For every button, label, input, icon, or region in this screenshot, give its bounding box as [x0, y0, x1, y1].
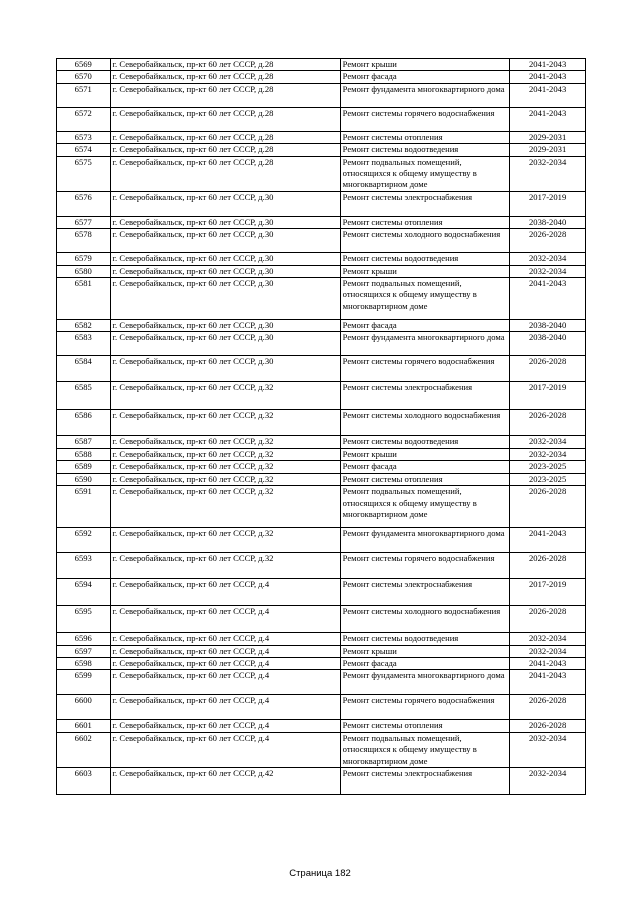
table-row [57, 767, 586, 794]
row-work-type: Ремонт крыши [340, 59, 510, 71]
row-address: г. Северобайкальск, пр-кт 60 лет СССР, д.32 [110, 473, 340, 485]
row-work-type: Ремонт фасада [340, 461, 510, 473]
row-period: 2038-2040 [510, 320, 586, 332]
row-period: 2041-2043 [510, 107, 586, 131]
page-number: Страница 182 [289, 868, 351, 879]
row-period: 2041-2043 [510, 670, 586, 695]
row-number: 6597 [57, 645, 111, 657]
row-work-type: Ремонт фундамента многоквартирного дома [340, 83, 510, 107]
row-address: г. Северобайкальск, пр-кт 60 лет СССР, д.30 [110, 216, 340, 228]
row-period: 2041-2043 [510, 83, 586, 107]
row-address: г. Северобайкальск, пр-кт 60 лет СССР, д.32 [110, 436, 340, 448]
table-body [57, 59, 586, 795]
row-work-type: Ремонт системы холодного водоснабжения [340, 410, 510, 436]
row-period: 2038-2040 [510, 216, 586, 228]
row-number: 6590 [57, 473, 111, 485]
table-row [57, 579, 586, 606]
repair-schedule-table [56, 58, 586, 795]
row-period: 2041-2043 [510, 528, 586, 553]
row-work-type: Ремонт системы водоотведения [340, 436, 510, 448]
row-number: 6573 [57, 131, 111, 143]
table-row [57, 461, 586, 473]
row-number: 6576 [57, 191, 111, 216]
row-address: г. Северобайкальск, пр-кт 60 лет СССР, д.32 [110, 528, 340, 553]
row-period: 2026-2028 [510, 695, 586, 720]
row-work-type: Ремонт крыши [340, 265, 510, 277]
row-work-type: Ремонт системы горячего водоснабжения [340, 107, 510, 131]
table-row [57, 107, 586, 131]
row-number: 6581 [57, 278, 111, 320]
row-number: 6579 [57, 253, 111, 265]
table-row [57, 606, 586, 633]
table-row [57, 410, 586, 436]
row-address: г. Северобайкальск, пр-кт 60 лет СССР, д.4 [110, 657, 340, 669]
row-number: 6598 [57, 657, 111, 669]
table-row [57, 356, 586, 382]
row-address: г. Северобайкальск, пр-кт 60 лет СССР, д.4 [110, 606, 340, 633]
row-period: 2041-2043 [510, 71, 586, 83]
row-address: г. Северобайкальск, пр-кт 60 лет СССР, д.4 [110, 732, 340, 767]
row-work-type: Ремонт системы холодного водоснабжения [340, 229, 510, 253]
table-row [57, 144, 586, 156]
table-row [57, 657, 586, 669]
row-address: г. Северобайкальск, пр-кт 60 лет СССР, д.30 [110, 191, 340, 216]
row-work-type: Ремонт фундамента многоквартирного дома [340, 332, 510, 356]
row-address: г. Северобайкальск, пр-кт 60 лет СССР, д.28 [110, 107, 340, 131]
row-number: 6569 [57, 59, 111, 71]
table-row [57, 528, 586, 553]
table-row [57, 216, 586, 228]
row-work-type: Ремонт системы электроснабжения [340, 191, 510, 216]
row-period: 2026-2028 [510, 356, 586, 382]
row-address: г. Северобайкальск, пр-кт 60 лет СССР, д.32 [110, 461, 340, 473]
row-period: 2026-2028 [510, 410, 586, 436]
table-row [57, 473, 586, 485]
row-address: г. Северобайкальск, пр-кт 60 лет СССР, д.32 [110, 448, 340, 460]
row-work-type: Ремонт системы водоотведения [340, 633, 510, 645]
row-number: 6582 [57, 320, 111, 332]
row-address: г. Северобайкальск, пр-кт 60 лет СССР, д.30 [110, 320, 340, 332]
row-address: г. Северобайкальск, пр-кт 60 лет СССР, д.32 [110, 382, 340, 410]
row-address: г. Северобайкальск, пр-кт 60 лет СССР, д.30 [110, 265, 340, 277]
table-row [57, 156, 586, 191]
row-period: 2032-2034 [510, 645, 586, 657]
row-number: 6594 [57, 579, 111, 606]
row-period: 2023-2025 [510, 461, 586, 473]
row-work-type: Ремонт системы горячего водоснабжения [340, 553, 510, 579]
table-row [57, 553, 586, 579]
row-period: 2032-2034 [510, 436, 586, 448]
row-address: г. Северобайкальск, пр-кт 60 лет СССР, д.30 [110, 332, 340, 356]
row-work-type: Ремонт системы горячего водоснабжения [340, 695, 510, 720]
table-row [57, 191, 586, 216]
row-address: г. Северобайкальск, пр-кт 60 лет СССР, д.30 [110, 278, 340, 320]
table-row [57, 695, 586, 720]
row-address: г. Северобайкальск, пр-кт 60 лет СССР, д.32 [110, 410, 340, 436]
row-address: г. Северобайкальск, пр-кт 60 лет СССР, д.32 [110, 486, 340, 528]
row-address: г. Северобайкальск, пр-кт 60 лет СССР, д.4 [110, 633, 340, 645]
row-number: 6603 [57, 767, 111, 794]
row-period: 2032-2034 [510, 448, 586, 460]
table-row [57, 720, 586, 732]
row-period: 2017-2019 [510, 579, 586, 606]
row-address: г. Северобайкальск, пр-кт 60 лет СССР, д.30 [110, 356, 340, 382]
row-address: г. Северобайкальск, пр-кт 60 лет СССР, д.28 [110, 156, 340, 191]
table-row [57, 131, 586, 143]
table-row [57, 732, 586, 767]
row-period: 2041-2043 [510, 59, 586, 71]
row-work-type: Ремонт подвальных помещений, относящихся к общему имуществу в многоквартирном доме [340, 486, 510, 528]
row-number: 6577 [57, 216, 111, 228]
row-address: г. Северобайкальск, пр-кт 60 лет СССР, д.28 [110, 83, 340, 107]
row-work-type: Ремонт системы электроснабжения [340, 579, 510, 606]
table-row [57, 670, 586, 695]
table-row [57, 59, 586, 71]
row-number: 6596 [57, 633, 111, 645]
row-address: г. Северобайкальск, пр-кт 60 лет СССР, д.28 [110, 59, 340, 71]
row-period: 2029-2031 [510, 144, 586, 156]
row-number: 6600 [57, 695, 111, 720]
row-number: 6584 [57, 356, 111, 382]
row-work-type: Ремонт крыши [340, 645, 510, 657]
row-work-type: Ремонт системы отопления [340, 216, 510, 228]
row-work-type: Ремонт системы электроснабжения [340, 382, 510, 410]
row-number: 6599 [57, 670, 111, 695]
row-number: 6575 [57, 156, 111, 191]
table-row [57, 71, 586, 83]
row-address: г. Северобайкальск, пр-кт 60 лет СССР, д.4 [110, 645, 340, 657]
row-work-type: Ремонт системы отопления [340, 473, 510, 485]
row-work-type: Ремонт системы отопления [340, 131, 510, 143]
row-address: г. Северобайкальск, пр-кт 60 лет СССР, д.30 [110, 253, 340, 265]
row-period: 2041-2043 [510, 278, 586, 320]
row-period: 2032-2034 [510, 633, 586, 645]
table-row [57, 278, 586, 320]
row-period: 2029-2031 [510, 131, 586, 143]
table-row [57, 83, 586, 107]
table-row [57, 229, 586, 253]
row-number: 6595 [57, 606, 111, 633]
row-number: 6585 [57, 382, 111, 410]
row-period: 2026-2028 [510, 553, 586, 579]
table-row [57, 332, 586, 356]
row-number: 6580 [57, 265, 111, 277]
row-period: 2023-2025 [510, 473, 586, 485]
row-work-type: Ремонт системы водоотведения [340, 144, 510, 156]
row-period: 2026-2028 [510, 229, 586, 253]
table-row [57, 265, 586, 277]
row-work-type: Ремонт фундамента многоквартирного дома [340, 670, 510, 695]
row-number: 6571 [57, 83, 111, 107]
row-address: г. Северобайкальск, пр-кт 60 лет СССР, д.28 [110, 131, 340, 143]
row-period: 2032-2034 [510, 156, 586, 191]
row-work-type: Ремонт крыши [340, 448, 510, 460]
table-row [57, 320, 586, 332]
row-number: 6586 [57, 410, 111, 436]
row-address: г. Северобайкальск, пр-кт 60 лет СССР, д.28 [110, 144, 340, 156]
row-number: 6601 [57, 720, 111, 732]
row-work-type: Ремонт системы электроснабжения [340, 767, 510, 794]
row-period: 2032-2034 [510, 265, 586, 277]
table-row [57, 448, 586, 460]
row-work-type: Ремонт фундамента многоквартирного дома [340, 528, 510, 553]
row-number: 6572 [57, 107, 111, 131]
row-number: 6588 [57, 448, 111, 460]
row-work-type: Ремонт системы холодного водоснабжения [340, 606, 510, 633]
row-work-type: Ремонт фасада [340, 657, 510, 669]
row-work-type: Ремонт системы водоотведения [340, 253, 510, 265]
row-period: 2032-2034 [510, 732, 586, 767]
table-row [57, 382, 586, 410]
row-period: 2032-2034 [510, 767, 586, 794]
row-number: 6602 [57, 732, 111, 767]
table-row [57, 436, 586, 448]
table-row [57, 645, 586, 657]
row-address: г. Северобайкальск, пр-кт 60 лет СССР, д.28 [110, 71, 340, 83]
row-work-type: Ремонт системы отопления [340, 720, 510, 732]
row-work-type: Ремонт подвальных помещений, относящихся к общему имуществу в многоквартирном доме [340, 278, 510, 320]
row-address: г. Северобайкальск, пр-кт 60 лет СССР, д.4 [110, 670, 340, 695]
row-work-type: Ремонт системы горячего водоснабжения [340, 356, 510, 382]
row-period: 2026-2028 [510, 486, 586, 528]
row-number: 6574 [57, 144, 111, 156]
row-address: г. Северобайкальск, пр-кт 60 лет СССР, д.30 [110, 229, 340, 253]
row-period: 2026-2028 [510, 720, 586, 732]
row-number: 6593 [57, 553, 111, 579]
row-number: 6570 [57, 71, 111, 83]
row-work-type: Ремонт подвальных помещений, относящихся к общему имуществу в многоквартирном доме [340, 732, 510, 767]
row-address: г. Северобайкальск, пр-кт 60 лет СССР, д.4 [110, 720, 340, 732]
row-period: 2041-2043 [510, 657, 586, 669]
row-address: г. Северобайкальск, пр-кт 60 лет СССР, д.4 [110, 695, 340, 720]
row-number: 6589 [57, 461, 111, 473]
row-period: 2032-2034 [510, 253, 586, 265]
row-number: 6591 [57, 486, 111, 528]
row-period: 2017-2019 [510, 191, 586, 216]
row-number: 6587 [57, 436, 111, 448]
row-work-type: Ремонт фасада [340, 71, 510, 83]
table-row [57, 633, 586, 645]
row-period: 2017-2019 [510, 382, 586, 410]
table-row [57, 486, 586, 528]
row-work-type: Ремонт подвальных помещений, относящихся к общему имуществу в многоквартирном доме [340, 156, 510, 191]
row-address: г. Северобайкальск, пр-кт 60 лет СССР, д.42 [110, 767, 340, 794]
row-period: 2026-2028 [510, 606, 586, 633]
row-number: 6578 [57, 229, 111, 253]
row-address: г. Северобайкальск, пр-кт 60 лет СССР, д.4 [110, 579, 340, 606]
table-row [57, 253, 586, 265]
row-number: 6592 [57, 528, 111, 553]
row-work-type: Ремонт фасада [340, 320, 510, 332]
row-period: 2038-2040 [510, 332, 586, 356]
row-number: 6583 [57, 332, 111, 356]
row-address: г. Северобайкальск, пр-кт 60 лет СССР, д.32 [110, 553, 340, 579]
